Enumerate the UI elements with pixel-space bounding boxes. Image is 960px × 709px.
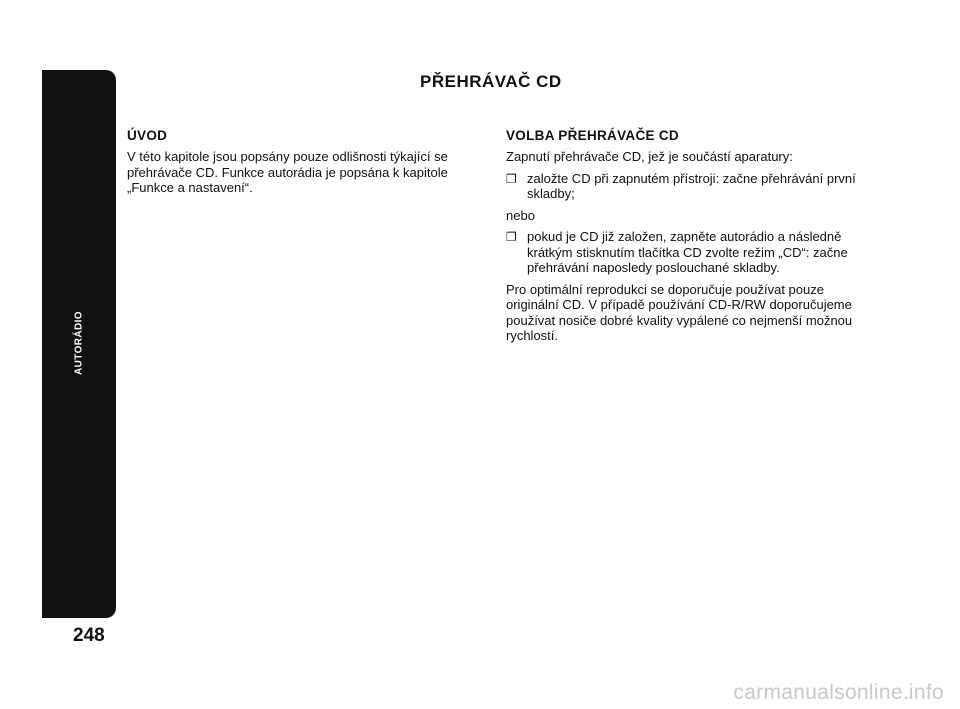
intro-heading: ÚVOD	[127, 128, 168, 143]
bullet-item-cd-inserted	[506, 229, 866, 276]
cd-selection-heading: VOLBA PŘEHRÁVAČE CD	[506, 128, 679, 143]
or-text: nebo	[506, 207, 535, 223]
intro-column	[127, 128, 477, 202]
checkbox-bullet-icon: ❐	[506, 171, 517, 186]
cd-note: Pro optimální reprodukci se doporučuje používat pouze originální CD. V případě používání CD-R/RW doporučujeme používat nosiče dobré kvality vypálené co nejmenší možnou rychlostí.	[506, 281, 853, 343]
bullet-item-insert-cd	[506, 171, 866, 202]
cd-selection-intro: Zapnutí přehrávače CD, jež je součástí aparatury:	[506, 149, 793, 164]
intro-text: V této kapitole jsou popsány pouze odlišnosti týkající se přehrávače CD. Funkce autorádia je popsána k kapitole „Funkce a nastavení“.	[127, 149, 448, 195]
page-number: 248	[73, 625, 105, 646]
checkbox-bullet-icon: ❐	[506, 230, 517, 244]
bullet-text: založte CD při zapnutém přístroji: začne přehrávání první skladby;	[527, 170, 856, 201]
cd-selection-column	[506, 128, 866, 350]
section-label: AUTORÁDIO	[73, 311, 85, 375]
bullet-text: pokud je CD již založen, zapněte autorádio a následně krátkým stisknutím tlačítka CD zvolte režim „CD“: začne přehrávání naposledy poslouchané skladby.	[527, 229, 848, 275]
page-title: PŘEHRÁVAČ CD	[420, 72, 562, 91]
watermark: carmanualsonline.info	[733, 681, 944, 704]
